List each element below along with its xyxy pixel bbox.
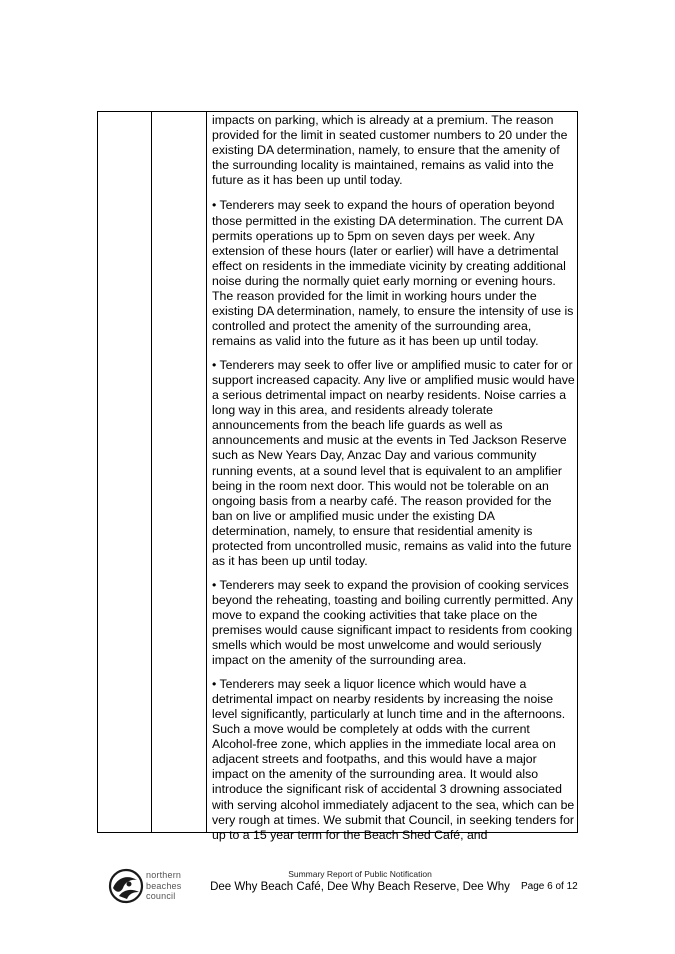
footer-heading xyxy=(205,868,515,894)
paragraph-liquor: • Tenderers may seek a liquor licence which would have a detrimental impact on nearby residents by increasing the noise level significantly, particularly at lunch time and in the afternoons. Such a move would be completely at odds with the current Alcohol-free zone, which applies in the immediate local area on adjacent streets and footpaths, and this would have a major impact on the amenity of the surrounding area. It would also introduce the significant risk of accidental 3 drowning associated with serving alcohol immediately adjacent to the sea, which can be very rough at times. We submit that Council, in seeking tenders for up to a 15 year term for the Beach Shed Café, and xyxy=(212,676,575,842)
submission-table xyxy=(97,111,578,842)
footer-subtitle: Summary Report of Public Notification xyxy=(288,869,432,879)
submission-text-cell xyxy=(212,113,575,851)
column-divider xyxy=(206,112,207,832)
column-divider xyxy=(151,112,152,832)
logo-text-line: beaches xyxy=(146,880,182,891)
page-number: Page 6 of 12 xyxy=(521,881,578,892)
paragraph-parking: impacts on parking, which is already at a premium. The reason provided for the limit in seated customer numbers to 20 under the existing DA determination, namely, to ensure that the amenity of the surrounding locality is maintained, remains as valid into the future as it has been up until today. xyxy=(212,113,568,188)
paragraph-music: • Tenderers may seek to offer live or amplified music to cater for or support increased capacity. Any live or amplified music would have a serious detrimental impact on nearby residents. Noise carries a long way in this area, and residents already tolerate announcements from the beach life guards as well as announcements and music at the events in Ted Jackson Reserve such as New Years Day, Anzac Day and various community running events, at a sound level that is equivalent to an amplifier being in the room next door. This would not be tolerable on an ongoing basis from a nearby café. The reason provided for the ban on live or amplified music under the existing DA determination, namely, to ensure that residential amenity is protected from uncontrolled music, remains as valid into the future as it has been up until today. xyxy=(212,357,575,569)
logo-text-line: council xyxy=(146,891,176,901)
council-logo-text xyxy=(146,870,181,902)
logo-text-line: northern xyxy=(146,870,182,880)
footer-title: Dee Why Beach Café, Dee Why Beach Reserve, Dee Why xyxy=(210,881,510,893)
paragraph-cooking: • Tenderers may seek to expand the provision of cooking services beyond the reheating, toasting and boiling currently permitted. Any move to expand the cooking activities that take place on the premises would cause significant impact to residents from cooking smells which would be most unwelcome and would seriously impact on the amenity of the surrounding area. xyxy=(212,577,573,668)
paragraph-hours: • Tenderers may seek to expand the hours of operation beyond those permitted in the existing DA determination. The current DA permits operations up to 5pm on seven days per week. Any extension of these hours (later or earlier) will have a detrimental effect on residents in the immediate vicinity by creating additional noise during the normally quiet early morning or evening hours. The reason provided for the limit in working hours under the existing DA determination, namely, to ensure the intensity of use is controlled and protect the amenity of the surrounding area, remains as valid into the future as it has been up until today. xyxy=(212,198,574,349)
